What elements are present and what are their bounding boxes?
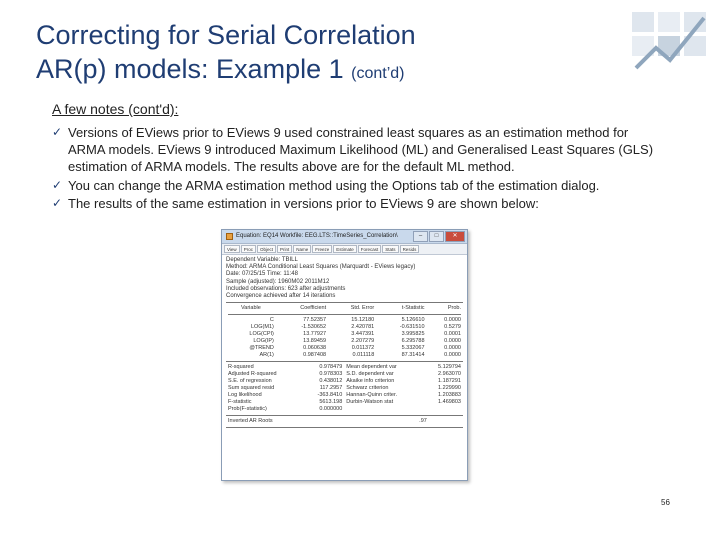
cell: 1.469803	[438, 399, 461, 406]
dependent-variable-line: Dependent Variable: TBILL	[226, 257, 298, 263]
divider	[226, 302, 463, 303]
cell: 0.0000	[444, 338, 461, 345]
title-line-2-main: AR(p) models: Example 1	[36, 54, 344, 84]
cell: 15.12180	[351, 317, 375, 324]
check-icon: ✓	[52, 125, 63, 139]
divider	[226, 415, 463, 416]
table-row	[226, 352, 463, 359]
table-row	[226, 364, 463, 371]
equation-window-icon	[226, 233, 233, 240]
minimize-button[interactable]: –	[413, 231, 428, 242]
divider	[228, 314, 461, 315]
list-item	[52, 124, 662, 176]
table-row	[226, 338, 463, 345]
cell: 0.978479	[319, 364, 343, 371]
cell: 0.438012	[319, 378, 343, 385]
cell: LOG(IP)	[253, 338, 274, 345]
cell: S.D. dependent var	[346, 371, 394, 378]
cell: 2.420781	[351, 324, 375, 331]
cell: AR(1)	[259, 352, 274, 359]
cell: 5613.198	[319, 399, 343, 406]
list-item	[52, 177, 662, 194]
table-row	[226, 418, 463, 425]
cell: -0.631510	[399, 324, 425, 331]
title-line-2	[36, 52, 416, 91]
cell: Mean dependent var	[346, 364, 397, 371]
cell: C	[269, 317, 274, 324]
title-line-1: Correcting for Serial Correlation	[36, 20, 416, 50]
estimation-output	[222, 255, 467, 432]
cell: 1.203883	[438, 392, 461, 399]
window-toolbar	[222, 244, 467, 255]
cell: Hannan-Quinn criter.	[346, 392, 398, 399]
cell: 0.011118	[352, 352, 375, 359]
cell: 87.31414	[401, 352, 425, 359]
window-titlebar[interactable]	[222, 230, 467, 244]
cell: LOG(CPI)	[249, 331, 274, 338]
cell: @TREND	[249, 345, 274, 352]
cell: 0.0001	[444, 331, 461, 338]
cell: 0.0000	[444, 317, 461, 324]
cell: -363.8410	[317, 392, 343, 399]
table-row	[226, 406, 463, 413]
cell: Log likelihood	[228, 392, 262, 399]
table-row	[226, 324, 463, 331]
cell	[344, 406, 424, 413]
col-header-coefficient: Coefficient	[300, 305, 327, 312]
cell: 5.129794	[438, 364, 461, 371]
bullet-text-1: Versions of EViews prior to EViews 9 used constrained least squares as an estimation method for ARMA models. EViews 9 introduced Maximum Likelihood (ML) and Generalised Least Squares (GLS) estimation of ARMA models. The results above are for the default ML method.	[68, 125, 654, 175]
bullet-text-2: You can change the ARMA estimation method using the Options tab of the estimation dialog.	[68, 177, 600, 193]
cell: 2.207279	[351, 338, 375, 345]
roots-table	[226, 418, 463, 425]
cell: 1.229990	[438, 385, 461, 392]
toolbar-object-button[interactable]: Object	[257, 245, 276, 253]
roots-label: Inverted AR Roots	[228, 418, 273, 425]
cell: Sum squared resid	[228, 385, 275, 392]
col-header-variable: Variable	[241, 305, 261, 312]
eviews-equation-window	[221, 229, 468, 481]
table-row	[226, 371, 463, 378]
table-row	[226, 345, 463, 352]
toolbar-estimate-button[interactable]: Estimate	[333, 245, 357, 253]
bullet-text-3: The results of the same estimation in versions prior to EViews 9 are shown below:	[68, 195, 539, 211]
list-item	[52, 195, 662, 212]
cell: 0.987408	[303, 352, 327, 359]
table-header-row	[226, 305, 463, 312]
cell: 77.52357	[303, 317, 327, 324]
summary-statistics-table	[226, 364, 463, 413]
maximize-button[interactable]: □	[429, 231, 444, 242]
roots-value: .97	[419, 418, 427, 425]
sample-line: Sample (adjusted): 1960M02 2011M12	[226, 278, 330, 285]
cell: 117.2957	[319, 385, 343, 392]
col-header-std-error: Std. Error	[350, 305, 375, 312]
cell: 1.187291	[438, 378, 461, 385]
cell: R-squared	[228, 364, 254, 371]
divider	[226, 427, 463, 428]
check-icon: ✓	[52, 195, 63, 210]
cell: 0.060638	[303, 345, 327, 352]
toolbar-freeze-button[interactable]: Freeze	[312, 245, 332, 253]
cell: 5.332067	[401, 345, 425, 352]
cell	[424, 406, 463, 413]
table-row	[226, 317, 463, 324]
chart-logo-icon	[630, 8, 712, 74]
toolbar-forecast-button[interactable]: Forecast	[358, 245, 382, 253]
cell: 3.447391	[351, 331, 375, 338]
window-title: Equation: EQ14 Workfile: EEG.LTS::TimeSeries_Correlation\	[236, 233, 398, 239]
cell: S.E. of regression	[228, 378, 272, 385]
cell: 13.89459	[303, 338, 327, 345]
notes-list	[52, 124, 662, 213]
title-suffix: (cont’d)	[351, 65, 405, 82]
convergence-line: Convergence achieved after 14 iterations	[226, 293, 336, 300]
notes-heading: A few notes (cont'd):	[52, 101, 179, 117]
divider	[226, 361, 463, 362]
cell: -1.530652	[301, 324, 327, 331]
cell: F-statistic	[228, 399, 252, 406]
toolbar-proc-button[interactable]: Proc	[241, 245, 256, 253]
cell: 0.978303	[319, 371, 343, 378]
toolbar-name-button[interactable]: Name	[293, 245, 311, 253]
date-line: Date: 07/25/15 Time: 11:48	[226, 271, 298, 278]
toolbar-resids-button[interactable]: Resids	[400, 245, 420, 253]
table-row	[226, 331, 463, 338]
cell: LOG(M1)	[250, 324, 274, 331]
col-header-prob: Prob.	[447, 305, 461, 312]
cell: 0.0000	[444, 345, 461, 352]
cell: Prob(F-statistic)	[228, 406, 267, 413]
cell: 0.0000	[444, 352, 461, 359]
table-row	[226, 385, 463, 392]
toolbar-stats-button[interactable]: Stats	[382, 245, 398, 253]
page-number: 56	[661, 498, 670, 507]
observations-line: Included observations: 623 after adjustments	[226, 285, 346, 292]
toolbar-view-button[interactable]: View	[224, 245, 240, 253]
close-button[interactable]: ✕	[445, 231, 465, 242]
cell: Schwarz criterion	[346, 385, 389, 392]
toolbar-print-button[interactable]: Print	[277, 245, 292, 253]
cell: 0.000000	[319, 406, 343, 413]
table-row	[226, 399, 463, 406]
cell: 13.77927	[303, 331, 327, 338]
cell: 3.995825	[401, 331, 425, 338]
logo-square-2	[658, 12, 680, 32]
window-controls	[413, 231, 465, 242]
slide-title	[36, 18, 416, 91]
check-icon: ✓	[52, 177, 63, 192]
cell: 2.963070	[438, 371, 461, 378]
cell: Durbin-Watson stat	[346, 399, 394, 406]
cell: 6.295788	[401, 338, 425, 345]
cell: Adjusted R-squared	[228, 371, 277, 378]
col-header-t-statistic: t-Statistic	[401, 305, 425, 312]
cell: Akaike info criterion	[346, 378, 395, 385]
logo-square-1	[632, 12, 654, 32]
coefficient-table	[226, 305, 463, 359]
cell: 5.126610	[401, 317, 425, 324]
method-line: Method: ARMA Conditional Least Squares (Marquardt - EViews legacy)	[226, 264, 416, 271]
cell: 0.5279	[444, 324, 461, 331]
cell: 0.011372	[351, 345, 375, 352]
table-row	[226, 392, 463, 399]
table-row	[226, 378, 463, 385]
